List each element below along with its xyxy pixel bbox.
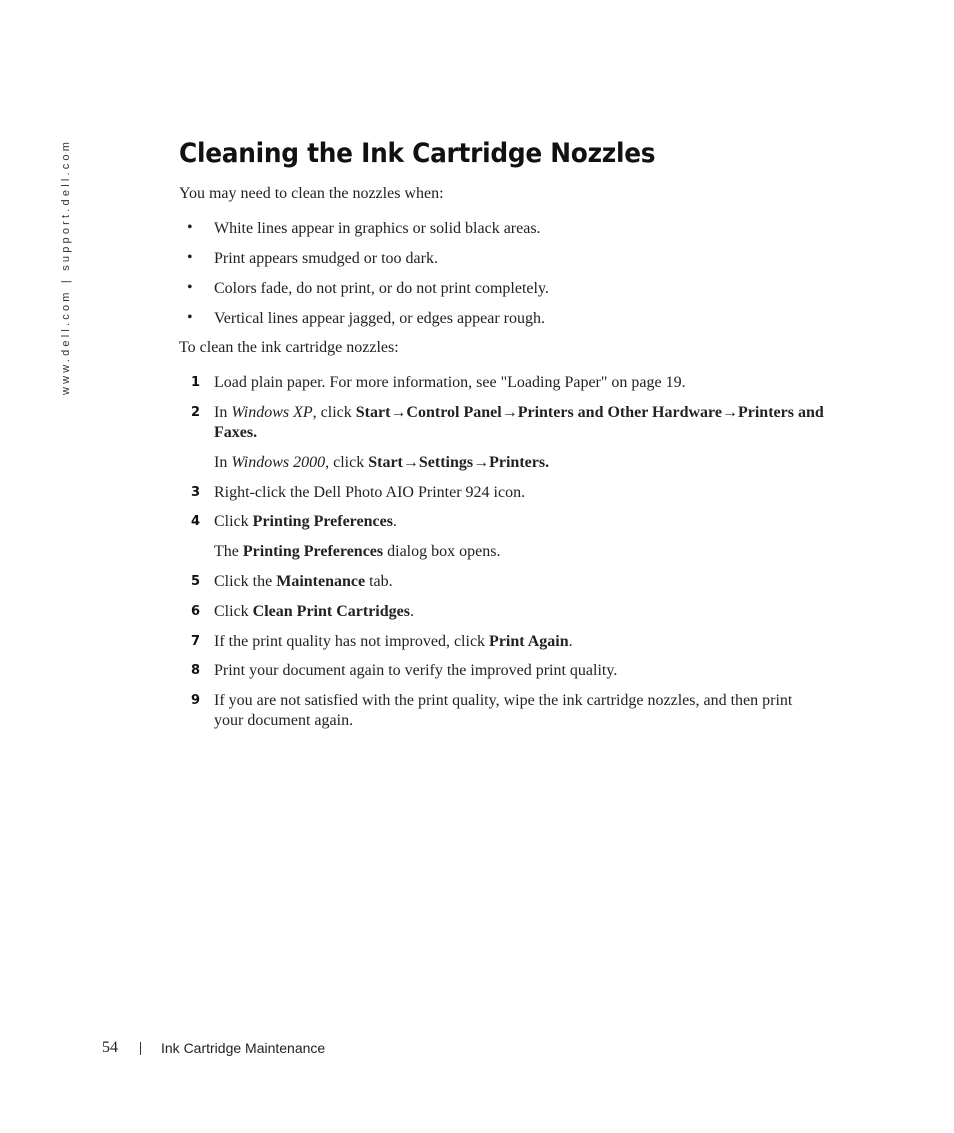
side-url-text: www.dell.com | support.dell.com (60, 138, 72, 395)
bullet-item: White lines appear in graphics or solid black areas. (214, 220, 541, 237)
ui-label-start: Start (368, 454, 403, 471)
step-text-run: Click the (214, 573, 277, 590)
step-text-run: , click (325, 454, 369, 471)
step-text-run: The (214, 543, 243, 560)
ui-label-control-panel: Control Panel (406, 404, 502, 421)
step-text: Right-click the Dell Photo AIO Printer 924 icon. (214, 484, 526, 501)
arrow-icon: → (721, 404, 738, 421)
ui-label-settings: Settings (418, 454, 474, 471)
step-number: 9 (191, 693, 201, 708)
step-text-run: . (568, 633, 573, 650)
step-text (214, 423, 257, 443)
step-number: 2 (191, 405, 201, 420)
step-text: If you are not satisfied with the print quality, wipe the ink cartridge nozzles, and then print (214, 692, 793, 709)
step-number: 4 (191, 514, 201, 529)
step-subtext (214, 542, 500, 562)
bullet-item: Colors fade, do not print, or do not print completely. (214, 280, 549, 297)
step-text-run: Click (214, 603, 253, 620)
step-text (214, 602, 414, 622)
arrow-icon: → (501, 404, 518, 421)
step-text-run: . (392, 513, 397, 530)
footer-section-title: Ink Cartridge Maintenance (161, 1040, 326, 1056)
arrow-icon: → (402, 454, 419, 471)
step-text: Print your document again to verify the improved print quality. (214, 662, 618, 679)
step-text (214, 632, 573, 652)
ui-label-start: Start (355, 404, 391, 421)
step-text-run: In (214, 454, 232, 471)
page-number: 54 (102, 1039, 118, 1056)
step-text-run: . (409, 603, 414, 620)
arrow-icon: → (473, 454, 490, 471)
bullet-item: Print appears smudged or too dark. (214, 250, 438, 267)
step-number: 8 (191, 663, 201, 678)
bullet-marker: • (187, 219, 193, 236)
bullet-marker: • (187, 279, 193, 296)
step-text-run: In (214, 404, 232, 421)
ui-label-printers: Printers. (489, 454, 550, 471)
step-text (214, 572, 393, 592)
ui-label-faxes: Faxes. (214, 424, 258, 441)
ui-label-clean-print-cartridges: Clean Print Cartridges (252, 603, 410, 620)
step-text-run: Click (214, 513, 253, 530)
step-number: 3 (191, 485, 201, 500)
bullet-marker: • (187, 309, 193, 326)
os-name: Windows XP (231, 404, 313, 421)
step-text-run: tab. (365, 573, 393, 590)
intro-text: You may need to clean the nozzles when: (179, 185, 444, 202)
arrow-icon: → (390, 404, 407, 421)
step-text (214, 403, 824, 423)
step-number: 6 (191, 604, 201, 619)
ui-label-printers-and-faxes: Printers and (737, 404, 824, 421)
bullet-item: Vertical lines appear jagged, or edges appear rough. (214, 310, 545, 327)
ui-label-maintenance: Maintenance (276, 573, 366, 590)
step-number: 5 (191, 574, 201, 589)
bullet-marker: • (187, 249, 193, 266)
step-text-run: If the print quality has not improved, click (214, 633, 490, 650)
steps-intro-text: To clean the ink cartridge nozzles: (179, 339, 399, 356)
step-subtext (214, 453, 549, 473)
ui-label-print-again: Print Again (489, 633, 569, 650)
step-number: 7 (191, 634, 201, 649)
ui-label-printing-preferences: Printing Preferences (242, 543, 384, 560)
step-text-run: , click (312, 404, 356, 421)
ui-label-printing-preferences: Printing Preferences (252, 513, 393, 530)
page-title: Cleaning the Ink Cartridge Nozzles (179, 138, 656, 169)
ui-label-printers-hardware: Printers and Other Hardware (517, 404, 722, 421)
step-text-run: dialog box opens. (383, 543, 501, 560)
os-name: Windows 2000 (231, 454, 326, 471)
step-text (214, 512, 397, 532)
step-text: Load plain paper. For more information, see "Loading Paper" on page 19. (214, 374, 686, 391)
step-text: your document again. (214, 712, 354, 729)
footer-divider (140, 1042, 141, 1055)
step-number: 1 (191, 375, 201, 390)
